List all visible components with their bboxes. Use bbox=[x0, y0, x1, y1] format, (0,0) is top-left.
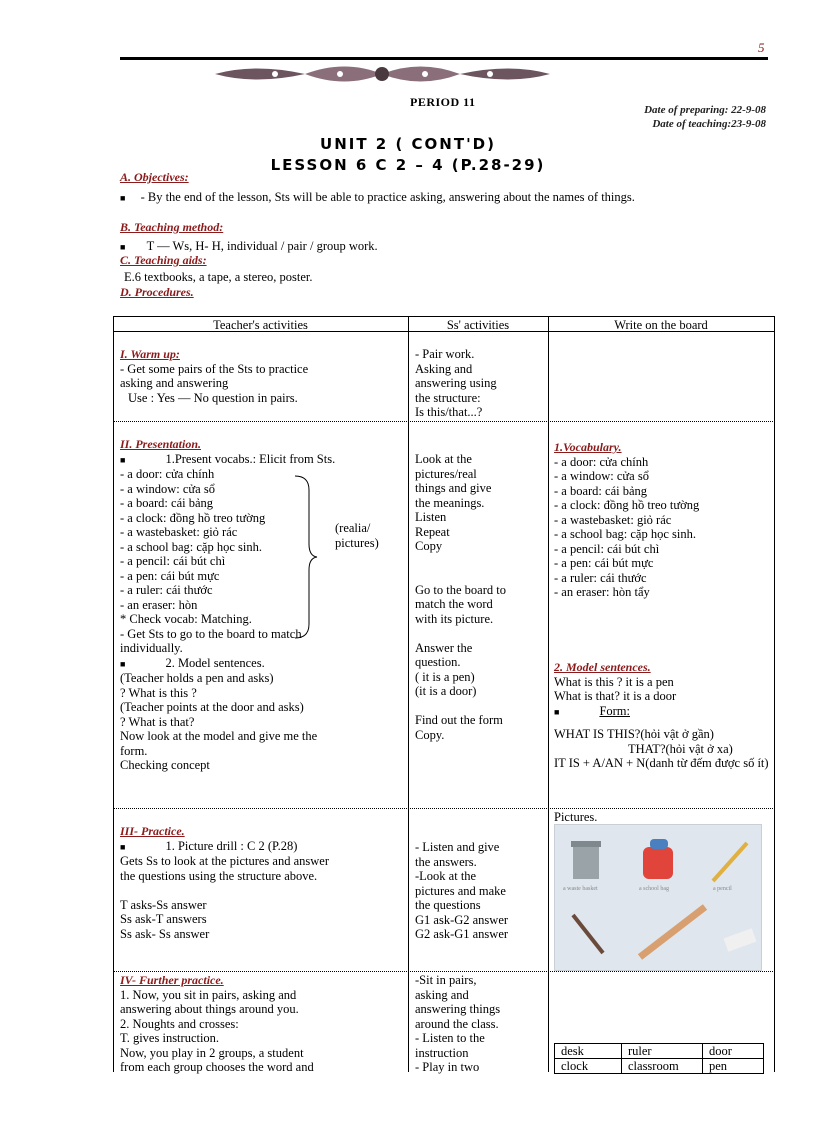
list-item: the answers. bbox=[415, 854, 477, 869]
practice-teacher bbox=[120, 824, 405, 941]
list-item: Asking and bbox=[415, 361, 473, 376]
form-line: WHAT IS THIS?(hỏi vật ở gần) bbox=[554, 727, 714, 741]
list-item: ? What is that? bbox=[120, 714, 195, 729]
list-item: the structure: bbox=[415, 390, 481, 405]
further-heading: IV- Further practice. bbox=[120, 973, 224, 987]
list-item: - a door: cửa chính bbox=[554, 454, 649, 469]
list-item: (Teacher holds a pen and asks) bbox=[120, 671, 274, 685]
method-text: ■ T — Ws, H- H, individual / pair / group work. bbox=[120, 239, 378, 253]
list-item: - an eraser: hòn bbox=[120, 597, 198, 612]
bullet-icon: ■ bbox=[120, 242, 126, 252]
list-item: answering about things around you. bbox=[120, 1002, 299, 1016]
list-item: * Check vocab: Matching. bbox=[120, 612, 252, 626]
picture-caption: a school bag bbox=[639, 886, 669, 892]
list-item: - a window: cửa sổ bbox=[554, 469, 649, 483]
list-item: What is that? it is a door bbox=[554, 689, 677, 703]
list-item: Gets Ss to look at the pictures and answer bbox=[120, 854, 329, 868]
list-item: ■ 1. Picture drill : C 2 (P.28) bbox=[120, 838, 298, 853]
list-item: match the word bbox=[415, 597, 493, 611]
pen-icon bbox=[573, 915, 603, 953]
model-heading: 2. Model sentences. bbox=[554, 660, 651, 674]
list-item: the questions bbox=[415, 898, 481, 912]
grid-cell: ruler bbox=[622, 1044, 703, 1059]
lesson-title: LESSON 6 C 2 – 4 (P.28-29) bbox=[270, 156, 546, 174]
bullet-icon: ■ bbox=[120, 193, 126, 203]
column-divider bbox=[408, 316, 409, 1072]
bullet-icon: ■ bbox=[120, 454, 126, 465]
row-divider bbox=[113, 808, 775, 809]
list-item: - a clock: đồng hồ treo tường bbox=[554, 498, 700, 512]
list-item: - a clock: đồng hồ treo tường bbox=[120, 510, 266, 525]
list-item: - a ruler: cái thước bbox=[120, 583, 213, 597]
objectives-heading: A. Objectives: bbox=[120, 170, 189, 184]
list-item: Now look at the model and give me the bbox=[120, 729, 318, 743]
table-border bbox=[113, 316, 114, 1072]
list-item: - a pencil: cái bút chì bbox=[554, 541, 660, 556]
practice-ss bbox=[415, 840, 545, 942]
list-item: ■ Form: bbox=[554, 703, 630, 718]
list-item: Now, you play in 2 groups, a student bbox=[120, 1045, 304, 1060]
pencil-icon bbox=[713, 843, 747, 881]
list-item: answering things bbox=[415, 1002, 501, 1016]
list-item: ? What is this ? bbox=[120, 685, 197, 700]
list-item: Look at the bbox=[415, 452, 472, 466]
header-rule bbox=[120, 57, 768, 60]
list-item: Ss ask- Ss answer bbox=[120, 926, 210, 941]
list-item: - a board: cái bảng bbox=[554, 483, 648, 498]
unit-title: UNIT 2 ( CONT'D) bbox=[320, 135, 496, 153]
ruler-icon bbox=[640, 907, 705, 957]
eraser-icon bbox=[724, 928, 757, 951]
list-item: from each group chooses the word and bbox=[120, 1060, 314, 1074]
procedures-heading: D. Procedures. bbox=[120, 285, 194, 299]
header-teacher: Teacher's activities bbox=[213, 318, 308, 332]
period-label: PERIOD 11 bbox=[410, 95, 476, 109]
list-item: -Sit in pairs, bbox=[415, 973, 477, 987]
grid-cell: door bbox=[703, 1044, 764, 1059]
list-item: (Teacher points at the door and asks) bbox=[120, 700, 304, 714]
row-divider bbox=[113, 421, 775, 422]
presentation-ss bbox=[415, 452, 545, 742]
bullet-icon: ■ bbox=[120, 658, 126, 669]
presentation-teacher bbox=[120, 437, 405, 773]
picture-drill-image bbox=[554, 824, 762, 971]
list-item: Use : Yes — No question in pairs. bbox=[128, 390, 298, 405]
list-item: - a ruler: cái thước bbox=[554, 570, 647, 585]
dates-block bbox=[644, 103, 766, 131]
picture-drill-illustration bbox=[555, 825, 761, 970]
column-divider bbox=[548, 316, 549, 1072]
practice-heading: III- Practice. bbox=[120, 824, 185, 838]
list-item: with its picture. bbox=[415, 611, 494, 626]
list-item: the questions using the structure above. bbox=[120, 868, 318, 883]
list-item: around the class. bbox=[415, 1016, 499, 1031]
grid-cell: classroom bbox=[622, 1059, 703, 1074]
list-item: Find out the form bbox=[415, 713, 503, 727]
list-item: - Pair work. bbox=[415, 347, 475, 361]
list-item: - Play in two bbox=[415, 1060, 480, 1074]
list-item: answering using bbox=[415, 376, 497, 390]
objectives-text: ■ - By the end of the lesson, Sts will be able to practice asking, answering about the names of things. bbox=[120, 190, 635, 204]
list-item: Listen bbox=[415, 510, 447, 524]
list-item: - Listen to the bbox=[415, 1031, 485, 1045]
warmup-teacher bbox=[120, 347, 400, 405]
list-item: ■ 2. Model sentences. bbox=[120, 655, 265, 670]
list-item: question. bbox=[415, 655, 461, 669]
presentation-board bbox=[554, 440, 772, 600]
page-number: 5 bbox=[758, 40, 765, 55]
decorative-ornament bbox=[215, 61, 550, 87]
table-border bbox=[774, 316, 775, 1072]
bullet-icon: ■ bbox=[554, 706, 560, 717]
header-board: Write on the board bbox=[614, 318, 708, 332]
table-border bbox=[113, 316, 775, 317]
list-item: - an eraser: hòn tẩy bbox=[554, 585, 650, 599]
aids-text: E.6 textbooks, a tape, a stereo, poster. bbox=[124, 270, 313, 284]
list-item: - a pen: cái bút mực bbox=[120, 568, 220, 583]
picture-caption: a pencil bbox=[713, 886, 732, 892]
form-line: THAT?(hỏi vật ở xa) bbox=[628, 741, 733, 756]
list-item: Is this/that...? bbox=[415, 405, 483, 419]
list-item: - a pen: cái bút mực bbox=[554, 556, 654, 570]
date-teaching: Date of teaching:23-9-08 bbox=[652, 118, 766, 130]
list-item: pictures and make bbox=[415, 883, 506, 898]
pictures-label: Pictures. bbox=[554, 810, 598, 824]
model-board bbox=[554, 660, 772, 771]
brace-icon bbox=[293, 474, 319, 640]
list-item: Answer the bbox=[415, 640, 473, 655]
vocabulary-heading: 1.Vocabulary. bbox=[554, 440, 622, 454]
list-item: - a school bag: cặp học sinh. bbox=[554, 527, 696, 541]
list-item: -Look at the bbox=[415, 869, 477, 883]
list-item: - a door: cửa chính bbox=[120, 467, 215, 481]
list-item: instruction bbox=[415, 1045, 469, 1060]
list-item: asking and bbox=[415, 987, 469, 1002]
procedures-table bbox=[113, 316, 775, 1072]
date-preparing: Date of preparing: 22-9-08 bbox=[644, 104, 766, 116]
list-item: What is this ? it is a pen bbox=[554, 674, 674, 689]
list-item: the meanings. bbox=[415, 495, 485, 510]
list-item: - a wastebasket: giỏ rác bbox=[554, 512, 672, 527]
realia-note: (realia/ pictures) bbox=[335, 521, 379, 550]
noughts-crosses-grid bbox=[554, 1043, 764, 1074]
list-item: Checking concept bbox=[120, 758, 210, 772]
further-teacher bbox=[120, 973, 405, 1075]
list-item: individually. bbox=[120, 641, 183, 655]
grid-cell: desk bbox=[555, 1044, 622, 1059]
list-item: - Listen and give bbox=[415, 840, 500, 854]
list-item: Copy. bbox=[415, 727, 445, 742]
list-item: (it is a door) bbox=[415, 684, 477, 698]
list-item: - a wastebasket: giỏ rác bbox=[120, 525, 238, 539]
list-item: T asks-Ss answer bbox=[120, 897, 207, 912]
aids-heading: C. Teaching aids: bbox=[120, 253, 207, 267]
wastebasket-icon bbox=[573, 845, 599, 879]
list-item: - a window: cửa sổ bbox=[120, 481, 215, 496]
school-bag-icon bbox=[643, 847, 673, 879]
list-item: 1. Now, you sit in pairs, asking and bbox=[120, 987, 297, 1002]
list-item: G2 ask-G1 answer bbox=[415, 927, 509, 941]
list-item: 2. Noughts and crosses: bbox=[120, 1016, 239, 1031]
list-item: things and give bbox=[415, 481, 492, 495]
form-line: IT IS + A/AN + N(danh từ đếm được số ít) bbox=[554, 756, 769, 770]
grid-cell: pen bbox=[703, 1059, 764, 1074]
picture-caption: a waste basket bbox=[563, 886, 598, 892]
warmup-heading: I. Warm up: bbox=[120, 347, 180, 361]
grid-cell: clock bbox=[555, 1059, 622, 1074]
presentation-heading: II. Presentation. bbox=[120, 437, 202, 451]
list-item: - Get some pairs of the Sts to practice bbox=[120, 361, 309, 376]
list-item: T. gives instruction. bbox=[120, 1031, 220, 1045]
list-item: asking and answering bbox=[120, 376, 229, 390]
list-item: ■ 1.Present vocabs.: Elicit from Sts. bbox=[120, 451, 336, 466]
list-item: - Get Sts to go to the board to match bbox=[120, 626, 302, 641]
bullet-icon: ■ bbox=[120, 841, 126, 852]
list-item: G1 ask-G2 answer bbox=[415, 912, 509, 927]
further-ss bbox=[415, 973, 545, 1075]
list-item: Repeat bbox=[415, 524, 450, 539]
method-heading: B. Teaching method: bbox=[120, 220, 224, 234]
warmup-ss bbox=[415, 347, 543, 420]
list-item: Go to the board to bbox=[415, 582, 506, 597]
header-ss: Ss' activities bbox=[446, 318, 510, 332]
list-item: - a board: cái bảng bbox=[120, 496, 214, 510]
list-item: ( it is a pen) bbox=[415, 669, 475, 684]
list-item: Copy bbox=[415, 539, 443, 553]
list-item: - a pencil: cái bút chì bbox=[120, 554, 226, 568]
list-item: pictures/real bbox=[415, 466, 477, 481]
list-item: Ss ask-T answers bbox=[120, 912, 207, 926]
list-item: form. bbox=[120, 743, 148, 758]
list-item: - a school bag: cặp học sinh. bbox=[120, 539, 262, 554]
